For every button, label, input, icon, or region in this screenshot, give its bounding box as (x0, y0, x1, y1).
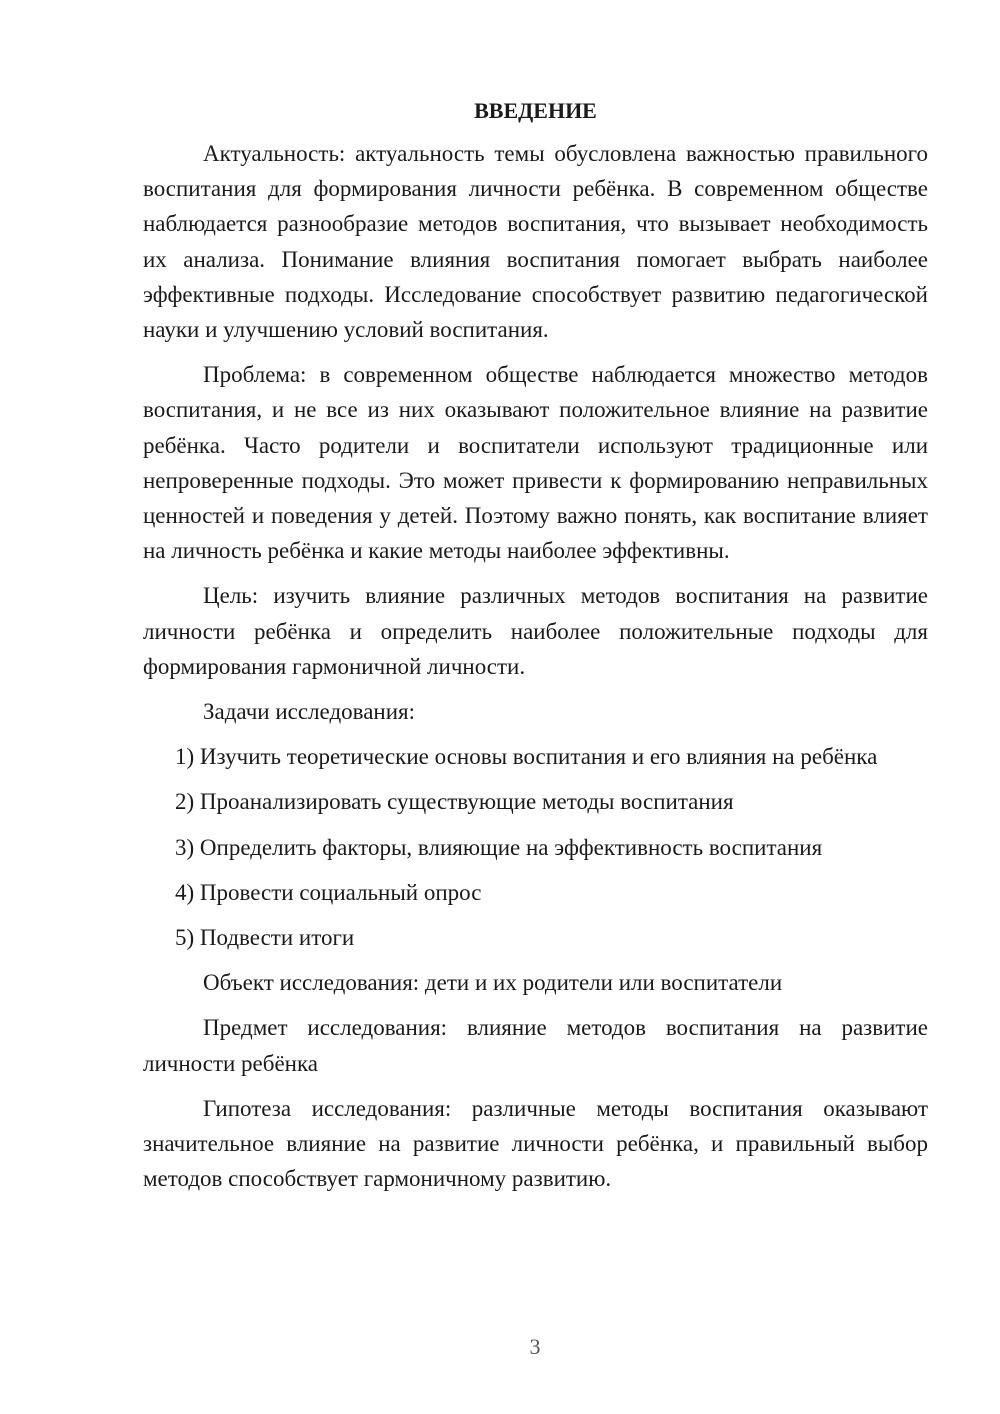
list-item: 2) Проанализировать существующие методы воспитания (175, 789, 734, 815)
tasks-heading: Задачи исследования: (203, 699, 416, 725)
object-paragraph: Объект исследования: дети и их родители или воспитатели (203, 970, 783, 996)
hypothesis-paragraph: Гипотеза исследования: различные методы воспитания оказывают значительное влияние на развитие личности ребёнка, и правильный выбор методов способствует гармоничному развитию. (143, 1095, 928, 1192)
page-number: 3 (529, 1334, 541, 1359)
subject-paragraph: Предмет исследования: влияние методов воспитания на развитие личности ребёнка (143, 1015, 928, 1076)
page-title: ВВЕДЕНИЕ (474, 98, 597, 123)
relevance-paragraph: Актуальность: актуальность темы обусловлена важностью правильного воспитания для формирования личности ребёнка. В современном обществе наблюдается разнообразие методов воспитания, что вызывает необходимость их анализа. Понимание влияния воспитания помогает выбрать наиболее эффективные подходы. Исследование способствует развитию педагогической науки и улучшению условий воспитания. (143, 141, 928, 343)
list-item: 4) Провести социальный опрос (175, 879, 482, 905)
list-item: 5) Подвести итоги (175, 925, 355, 951)
problem-paragraph: Проблема: в современном обществе наблюдается множество методов воспитания, и не все из них оказывают положительное влияние на развитие ребёнка. Часто родители и воспитатели используют традиционные или непроверенные подходы. Это может привести к формированию неправильных ценностей и поведения у детей. Поэтому важно понять, как воспитание влияет на личность ребёнка и какие методы наиболее эффективны. (143, 362, 928, 564)
tasks-list (143, 739, 928, 955)
goal-paragraph: Цель: изучить влияние различных методов воспитания на развитие личности ребёнка и определить наиболее положительные подходы для формирования гармоничной личности. (143, 583, 928, 679)
list-item: 1) Изучить теоретические основы воспитания и его влияния на ребёнка (175, 744, 878, 770)
list-item: 3) Определить факторы, влияющие на эффективность воспитания (175, 834, 823, 860)
page-content (143, 96, 928, 1206)
